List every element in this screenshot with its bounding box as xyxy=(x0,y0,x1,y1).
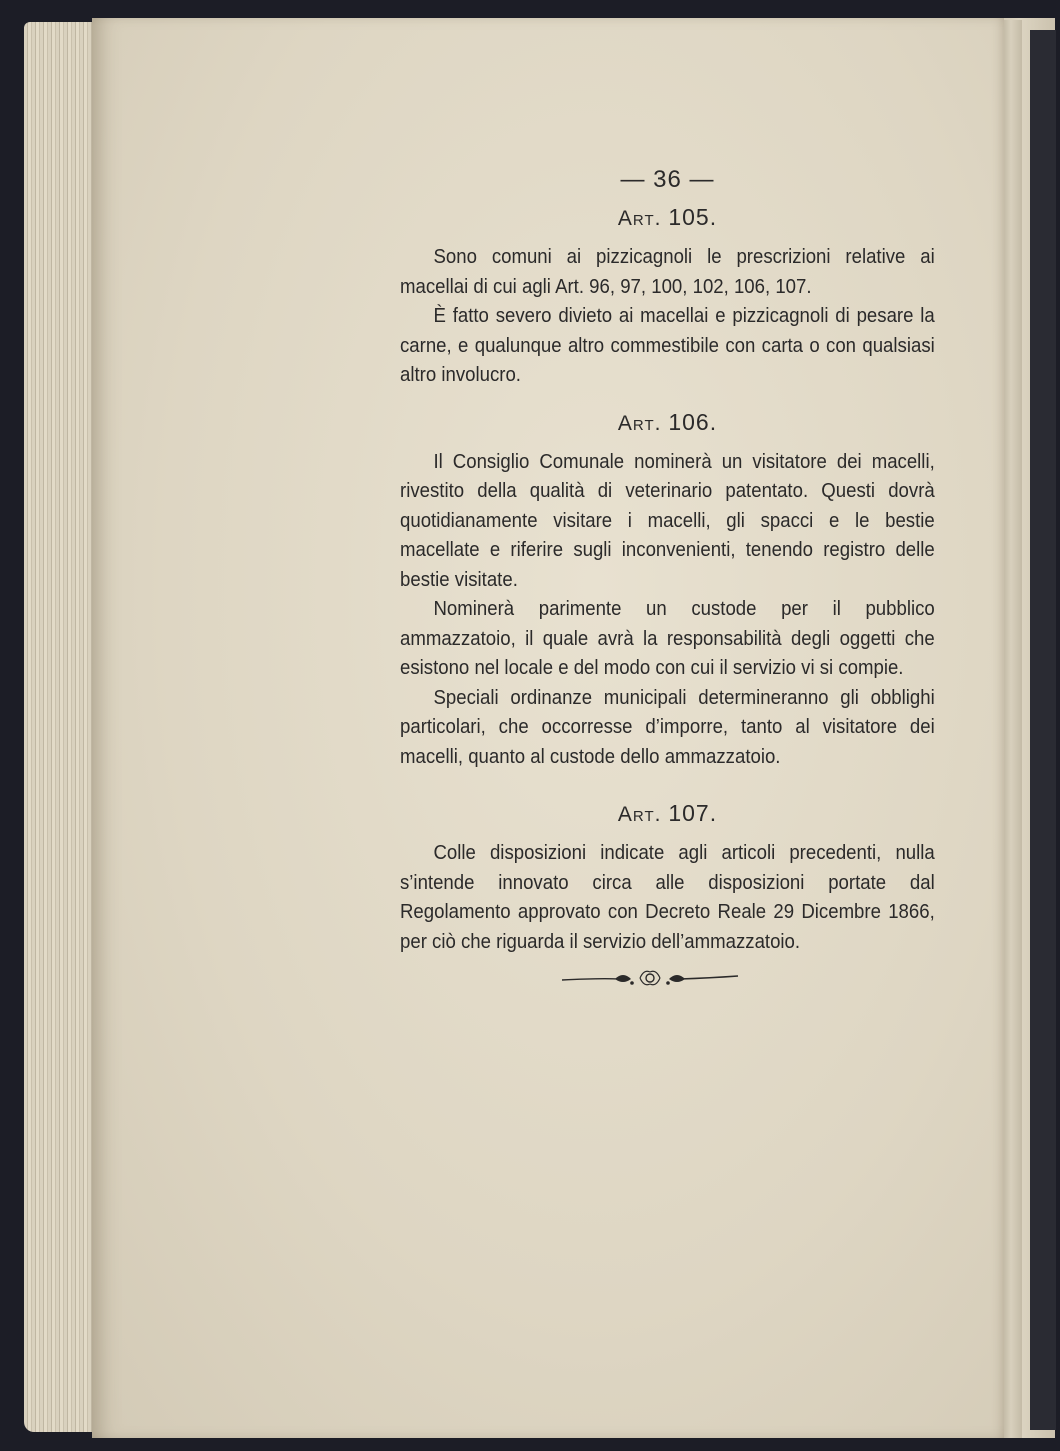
article-106-paragraph-3: Speciali ordinanze municipali determineranno gli obblighi particolari, che occorresse d’imporre, tanto al visitatore dei macelli, quanto al custode dello ammazzatoio. xyxy=(400,686,935,768)
article-number: 106. xyxy=(668,408,718,435)
page-number: — 36 — xyxy=(620,166,715,193)
article-105-paragraph-1: Sono comuni ai pizzicagnoli le prescrizioni relative ai macellai di cui agli Art. 96, 97, 100, 102, 106, 107. xyxy=(400,246,935,298)
article-107-heading xyxy=(400,800,935,827)
article-label: Art. xyxy=(617,803,662,826)
article-105-paragraph-2: È fatto severo divieto ai macellai e pizzicagnoli di pesare la carne, e qualunque altro commestibile con carta o con qualsiasi altro involucro. xyxy=(400,305,935,386)
article-106-heading xyxy=(400,409,935,436)
floral-divider-icon xyxy=(560,966,740,990)
background-edge xyxy=(1030,30,1056,1430)
article-106-paragraph-1: Il Consiglio Comunale nominerà un visitatore dei macelli, rivestito della qualità di veterinario patentato. Questi dovrà quotidianamente visitare i macelli, gli spacci e le bestie macellate e riferire sugli inconvenienti, tenendo registro delle bestie visitate. xyxy=(400,450,935,591)
article-number: 105. xyxy=(668,204,718,230)
article-107-paragraph-1: Colle disposizioni indicate agli articoli precedenti, nulla s’intende innovato circa alle disposizioni portate dal Regolamento approvato con Decreto Reale 29 Dicembre 1866, per ciò che riguarda il servizio dell’ammazzatoio. xyxy=(400,842,935,953)
article-label: Art. xyxy=(617,207,662,230)
article-number: 107. xyxy=(668,800,718,826)
article-105-heading xyxy=(400,204,935,231)
page-text-block xyxy=(400,166,935,957)
article-106-paragraph-2: Nominerà parimente un custode per il pubblico ammazzatoio, il quale avrà la responsabilità degli oggetti che esistono nel locale e del modo con cui il servizio vi si compie. xyxy=(400,598,935,679)
article-label: Art. xyxy=(617,411,662,435)
